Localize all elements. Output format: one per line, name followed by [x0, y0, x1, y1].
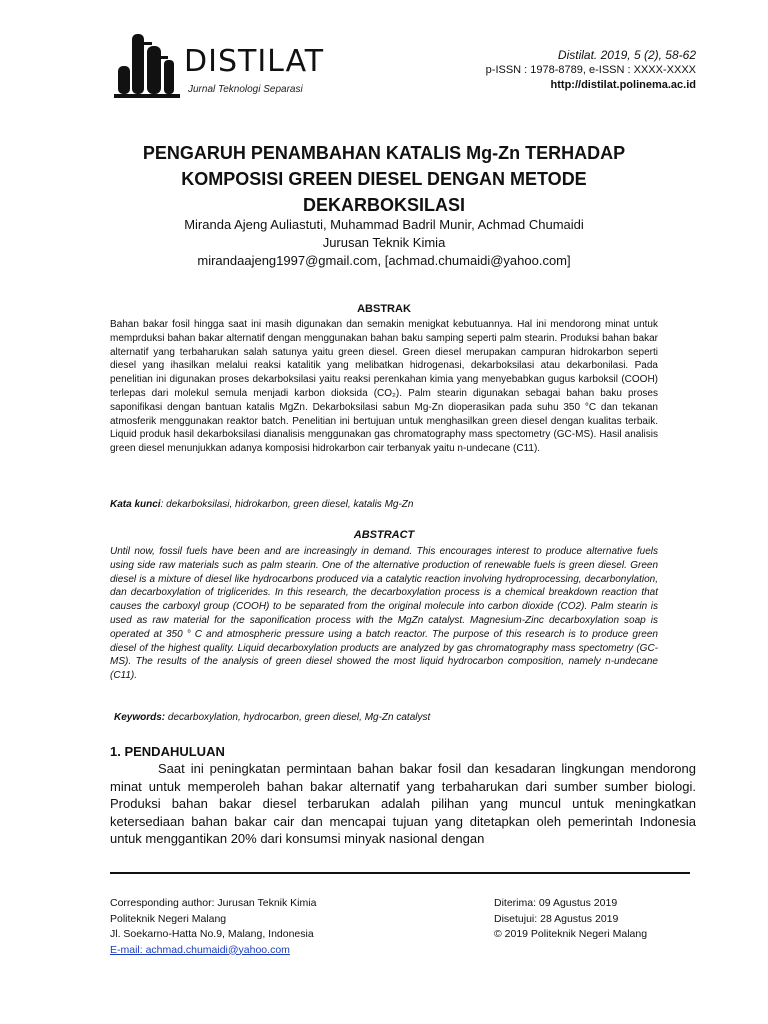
intro-text: Saat ini peningkatan permintaan bahan bakar fosil dan kesadaran lingkungan mendorong minat untuk memperoleh bahan bakar alternatif yang terbaharukan dari sumber sumber biologi. Produksi bahan bakar diesel terbarukan adalah pilihan yang muncul untuk meningkatkan ketersediaan bahan bakar cair dan mencapai tujuan yang ditetapkan oleh pemerintah Indonesia untuk menggantikan 20% dari konsumsi minyak nasional dengan: [110, 761, 696, 846]
accepted-date: Disetujui: 28 Agustus 2019: [494, 912, 619, 925]
kata-kunci-label: Kata kunci: [110, 499, 161, 510]
section-heading-pendahuluan: 1. PENDAHULUAN: [110, 744, 225, 759]
intro-paragraph: [110, 760, 696, 848]
abstrak-text: Bahan bakar fosil hingga saat ini masih digunakan dan semakin menigkat kebutuannya. Hal ini mendorong minat untuk memprduksi bahan bakar alternatif dengan menggunakan bahan baku samping seperti palm stearin. Produksi bahan bakar alternatif yang terbaharukan salah satunya yaitu green diesel. Green diesel merupakan campuran hidrokarbon seperti diesel yang ihasilkan melalui reaksi katalitik yang melibatkan hidrogenasi, dekarboksilasi atau dekarbonilasi. Pada penelitian ini digunakan proses dekarboksilasi yaitu reaksi perenkahan kimia yang menyebabkan gugus karboksil (COOH) terlepas dari molekul semula menjadi karbon dioksida (CO₂). Palm stearin digunakan sebagai bahan baku proses saponifikasi dengan bantuan katalis MgZn. Dekarboksilasi sabun Mg-Zn dioperasikan pada suhu 350 °C dan tekanan atmosferik menggunakan reaktor batch. Penelitian ini bertujuan untuk menghasilkan green diesel dengan kualitas terbaik. Liquid produk hasil dekarboksilasi dianalisis menggunakan gas chromatography mass spectometry (GC-MS). Hasil analisis green diesel menunjukkan adanya komposisi hidrokarbon cair terbanyak yaitu n-undecane (C11).: [110, 319, 658, 455]
institution: Politeknik Negeri Malang: [110, 912, 227, 925]
abstract-text: Until now, fossil fuels have been and are increasingly in demand. This encourages interest to produce alternative fuels using side raw materials such as palm stearin. One of the alternative production of renewable fuels is green diesel. Green diesel is a mixture of diesel like hydrocarbons produced via a catalytic reaction involving hydroprocessing, decarbonylation, dan decarboxylation of triglicerides. In this research, the decarboxylation process is a chemical breakdown reaction that causes the carboxyl group (COOH) to be separated from the original molecule into carbon dioxide (CO2). Palm stearin is used as raw material for the saponification process with the MgZn catalyst. Magnesium-Zinc decarboxylation soap is operated at 350 ° C and atmospheric pressure using a batch reactor. The purpose of this research is to produce green diesel of the highest quality. Liquid decarboxylation products are analyzed by gas chromatography mass spectometry (GC-MS). The results of the analysis of green diesel showed the most liquid hydrocarbon composition, namely n-undecane (C11).: [110, 546, 658, 682]
distillation-column-icon: [112, 30, 184, 102]
journal-logo: [112, 30, 325, 112]
abstract-heading: ABSTRACT: [353, 529, 415, 541]
journal-url[interactable]: http://distilat.polinema.ac.id: [550, 79, 696, 91]
footer-divider: [110, 872, 690, 874]
corresponding-author-block: [110, 896, 316, 958]
journal-logo-title: DISTILAT: [184, 44, 325, 79]
corresponding-author: Corresponding author: Jurusan Teknik Kimia: [110, 897, 317, 909]
keywords-label: Keywords:: [114, 712, 166, 723]
author-block: [110, 216, 658, 270]
paper-title: PENGARUH PENAMBAHAN KATALIS Mg-Zn TERHADAP KOMPOSISI GREEN DIESEL DENGAN METODE DEKARBOKSILASI: [142, 143, 626, 215]
abstrak-heading: ABSTRAK: [357, 303, 411, 315]
journal-logo-subtitle: Jurnal Teknologi Separasi: [188, 84, 303, 95]
author-department: Jurusan Teknik Kimia: [322, 235, 446, 250]
keywords-values: decarboxylation, hydrocarbon, green diesel, Mg-Zn catalyst: [165, 712, 431, 723]
copyright: © 2019 Politeknik Negeri Malang: [494, 928, 648, 940]
journal-info: [486, 48, 696, 93]
kata-kunci: [110, 499, 658, 510]
address: Jl. Soekarno-Hatta No.9, Malang, Indonesia: [110, 928, 314, 940]
corresponding-email-link[interactable]: E-mail: achmad.chumaidi@yahoo.com: [110, 943, 290, 956]
author-names: Miranda Ajeng Auliastuti, Muhammad Badril Munir, Achmad Chumaidi: [184, 217, 584, 232]
dates-block: [494, 896, 647, 943]
citation: Distilat. 2019, 5 (2), 58-62: [557, 48, 696, 62]
kata-kunci-values: : dekarboksilasi, hidrokarbon, green diesel, katalis Mg-Zn: [160, 499, 414, 510]
issn: p-ISSN : 1978-8789, e-ISSN : XXXX-XXXX: [485, 64, 696, 76]
received-date: Diterima: 09 Agustus 2019: [494, 897, 618, 909]
author-emails: mirandaajeng1997@gmail.com, [achmad.chumaidi@yahoo.com]: [197, 253, 571, 268]
keywords: [114, 712, 662, 723]
